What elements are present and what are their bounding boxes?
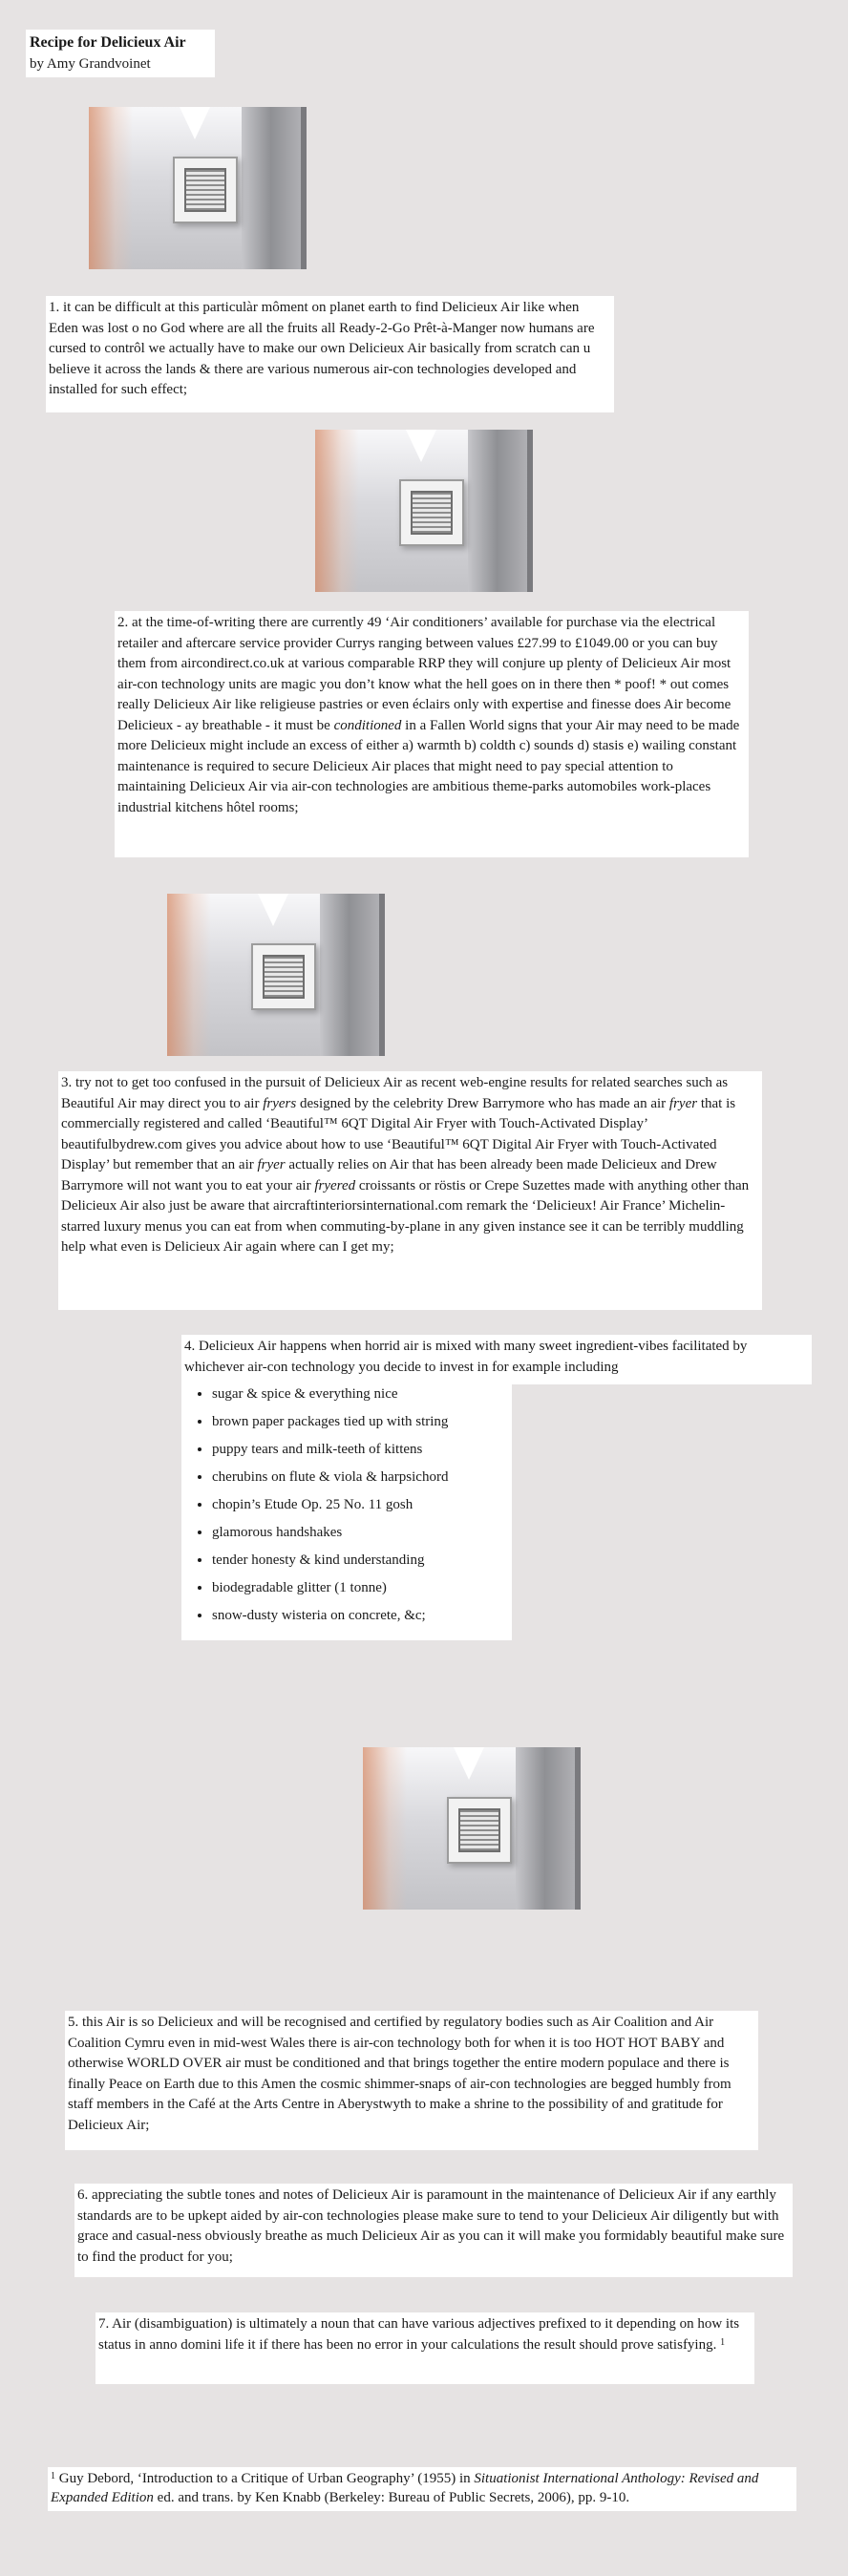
list-item: • brown paper packages tied up with string bbox=[212, 1408, 512, 1436]
paragraph-7 bbox=[95, 2312, 754, 2384]
paragraph-1 bbox=[46, 296, 614, 412]
paragraph-4-text: 4. Delicieux Air happens when horrid air is mixed with many sweet ingredient-vibes facilitated by whichever air-con technology you decide to invest in for example including bbox=[184, 1339, 748, 1375]
paragraph-1-text: 1. it can be difficult at this particulàr môment on planet earth to find Delicieux Air like when Eden was lost o no God where are all the fruits all Ready-2-Go Prêt-à-Manger now humans are cursed to contrôl we actually have to make our own Delicieux Air basically from scratch can u believe it across the lands & there are various numerous air-con technologies developed and installed for such effect; bbox=[49, 300, 595, 397]
paragraph-3-text: 3. try not to get too confused in the pursuit of Delicieux Air as recent web-engine results for related searches such as Beautiful Air may direct you to air fryers designed by the celebrity Drew Barrymore who has made an air fryer that is commercially registered and called ‘Beautiful™ 6QT Digital Air Fryer with Touch-Activated Display’ beautifulbydrew.com gives you advice about how to use ‘Beautiful™ 6QT Digital Air Fryer with Touch-Activated Display’ but remember that an air fryer actually relies on Air that has been already been made Delicieux and Drew Barrymore will not want you to eat your air fryered croissants or röstis or Crepe Suzettes made with anything other than Delicieux Air also just be aware that aircraftinteriorsinternational.com remark the ‘Delicieux! Air France’ Michelin-starred luxury menus you can eat from when commuting-by-plane in any given instance see it can be terribly muddling help what even is Delicieux Air again where can I get my; bbox=[61, 1075, 750, 1255]
footnote-text: $^1$ Guy Debord, ‘Introduction to a Critique of Urban Geography’ (1955) in Situationist International Anthology: Revised and Expanded Edition ed. and trans. by Ken Knabb (Berkeley: Bureau of Public Secrets, 2006), pp. 9-10. bbox=[51, 2471, 759, 2505]
vent-fan-icon bbox=[447, 1797, 512, 1864]
list-item: • glamorous handshakes bbox=[212, 1519, 512, 1547]
paragraph-2 bbox=[115, 611, 749, 857]
vent-fan-icon bbox=[173, 157, 238, 223]
vent-fan-icon bbox=[399, 479, 464, 546]
paragraph-2-text: 2. at the time-of-writing there are currently 49 ‘Air conditioners’ available for purchase via the electrical retailer and aftercare service provider Currys ranging between values £27.99 to £1049.00 or you can buy them from aircondirect.co.uk at various comparable RRP they will conjure up plenty of Delicieux Air most air-con technology units are magic you don’t know what the hell goes on in there then * poof! * out comes really Delicieux Air like religieuse pastries or even éclairs only with expertise and finesse does Air become Delicieux - ay breathable - it must be conditioned in a Fallen World signs that your Air may need to be made more Delicieux might include an excess of either a) warmth b) coldth c) sounds d) stasis e) wailing constant maintenance is required to secure Delicieux Air places that might need to pay special attention to maintaining Delicieux Air via air-con technologies are ambitious theme-parks automobiles work-places industrial kitchens hôtel rooms; bbox=[117, 615, 740, 815]
paragraph-5-text: 5. this Air is so Delicieux and will be recognised and certified by regulatory bodies such as Air Coalition and Air Coalition Cymru even in mid-west Wales there is air-con technology both for when it is too HOT HOT BABY and otherwise WORLD OVER air must be conditioned and that brings together the entire modern populace and there is finally Peace on Earth due to this Amen the cosmic shimmer-snaps of air-con technologies are begged humbly from staff members in the Café at the Arts Centre in Aberystwyth to make a shrine to the possibility of and gratitude for Delicieux Air; bbox=[68, 2015, 731, 2133]
paragraph-4 bbox=[181, 1335, 812, 1384]
author-byline: by Amy Grandvoinet bbox=[30, 56, 151, 72]
list-item: • tender honesty & kind understanding bbox=[212, 1547, 512, 1574]
air-vent-photo bbox=[89, 107, 307, 269]
list-item: • puppy tears and milk-teeth of kittens bbox=[212, 1436, 512, 1464]
air-vent-photo bbox=[167, 894, 385, 1056]
list-item: • sugar & spice & everything nice bbox=[212, 1381, 512, 1408]
paragraph-5 bbox=[65, 2011, 758, 2150]
paragraph-7-text: 7. Air (disambiguation) is ultimately a noun that can have various adjectives prefixed to it depending on how its status in anno domini life it if there has been no error in your calculations the result should prove satisfying. $^1$ bbox=[98, 2316, 740, 2353]
air-vent-photo bbox=[363, 1747, 581, 1910]
ingredient-list bbox=[181, 1381, 512, 1640]
footnote-book-title: Situationist International Anthology: Revised and Expanded Edition bbox=[51, 2471, 759, 2505]
air-vent-photo bbox=[315, 430, 533, 592]
list-item: • cherubins on flute & viola & harpsichord bbox=[212, 1464, 512, 1491]
paragraph-3 bbox=[58, 1071, 762, 1310]
vent-fan-icon bbox=[251, 943, 316, 1010]
footnote-marker: 1 bbox=[51, 2471, 55, 2481]
list-item: • snow-dusty wisteria on concrete, &c; bbox=[212, 1602, 512, 1630]
footnote bbox=[48, 2467, 796, 2511]
paragraph-6-text: 6. appreciating the subtle tones and notes of Delicieux Air is paramount in the maintenance of Delicieux Air if any earthly standards are to be upkept aided by air-con technologies please make sure to tend to your Delicieux Air diligently but with grace and casual-ness obviously breathe as much Delicieux Air as you can it will make you formidably beautiful make sure to find the product for you; bbox=[77, 2187, 785, 2265]
page-title: Recipe for Delicieux Air bbox=[30, 34, 186, 51]
list-item: • chopin’s Etude Op. 25 No. 11 gosh bbox=[212, 1491, 512, 1519]
list-item: • biodegradable glitter (1 tonne) bbox=[212, 1574, 512, 1602]
title-block bbox=[26, 30, 215, 77]
paragraph-6 bbox=[74, 2184, 793, 2277]
footnote-reference[interactable]: 1 bbox=[720, 2336, 726, 2348]
